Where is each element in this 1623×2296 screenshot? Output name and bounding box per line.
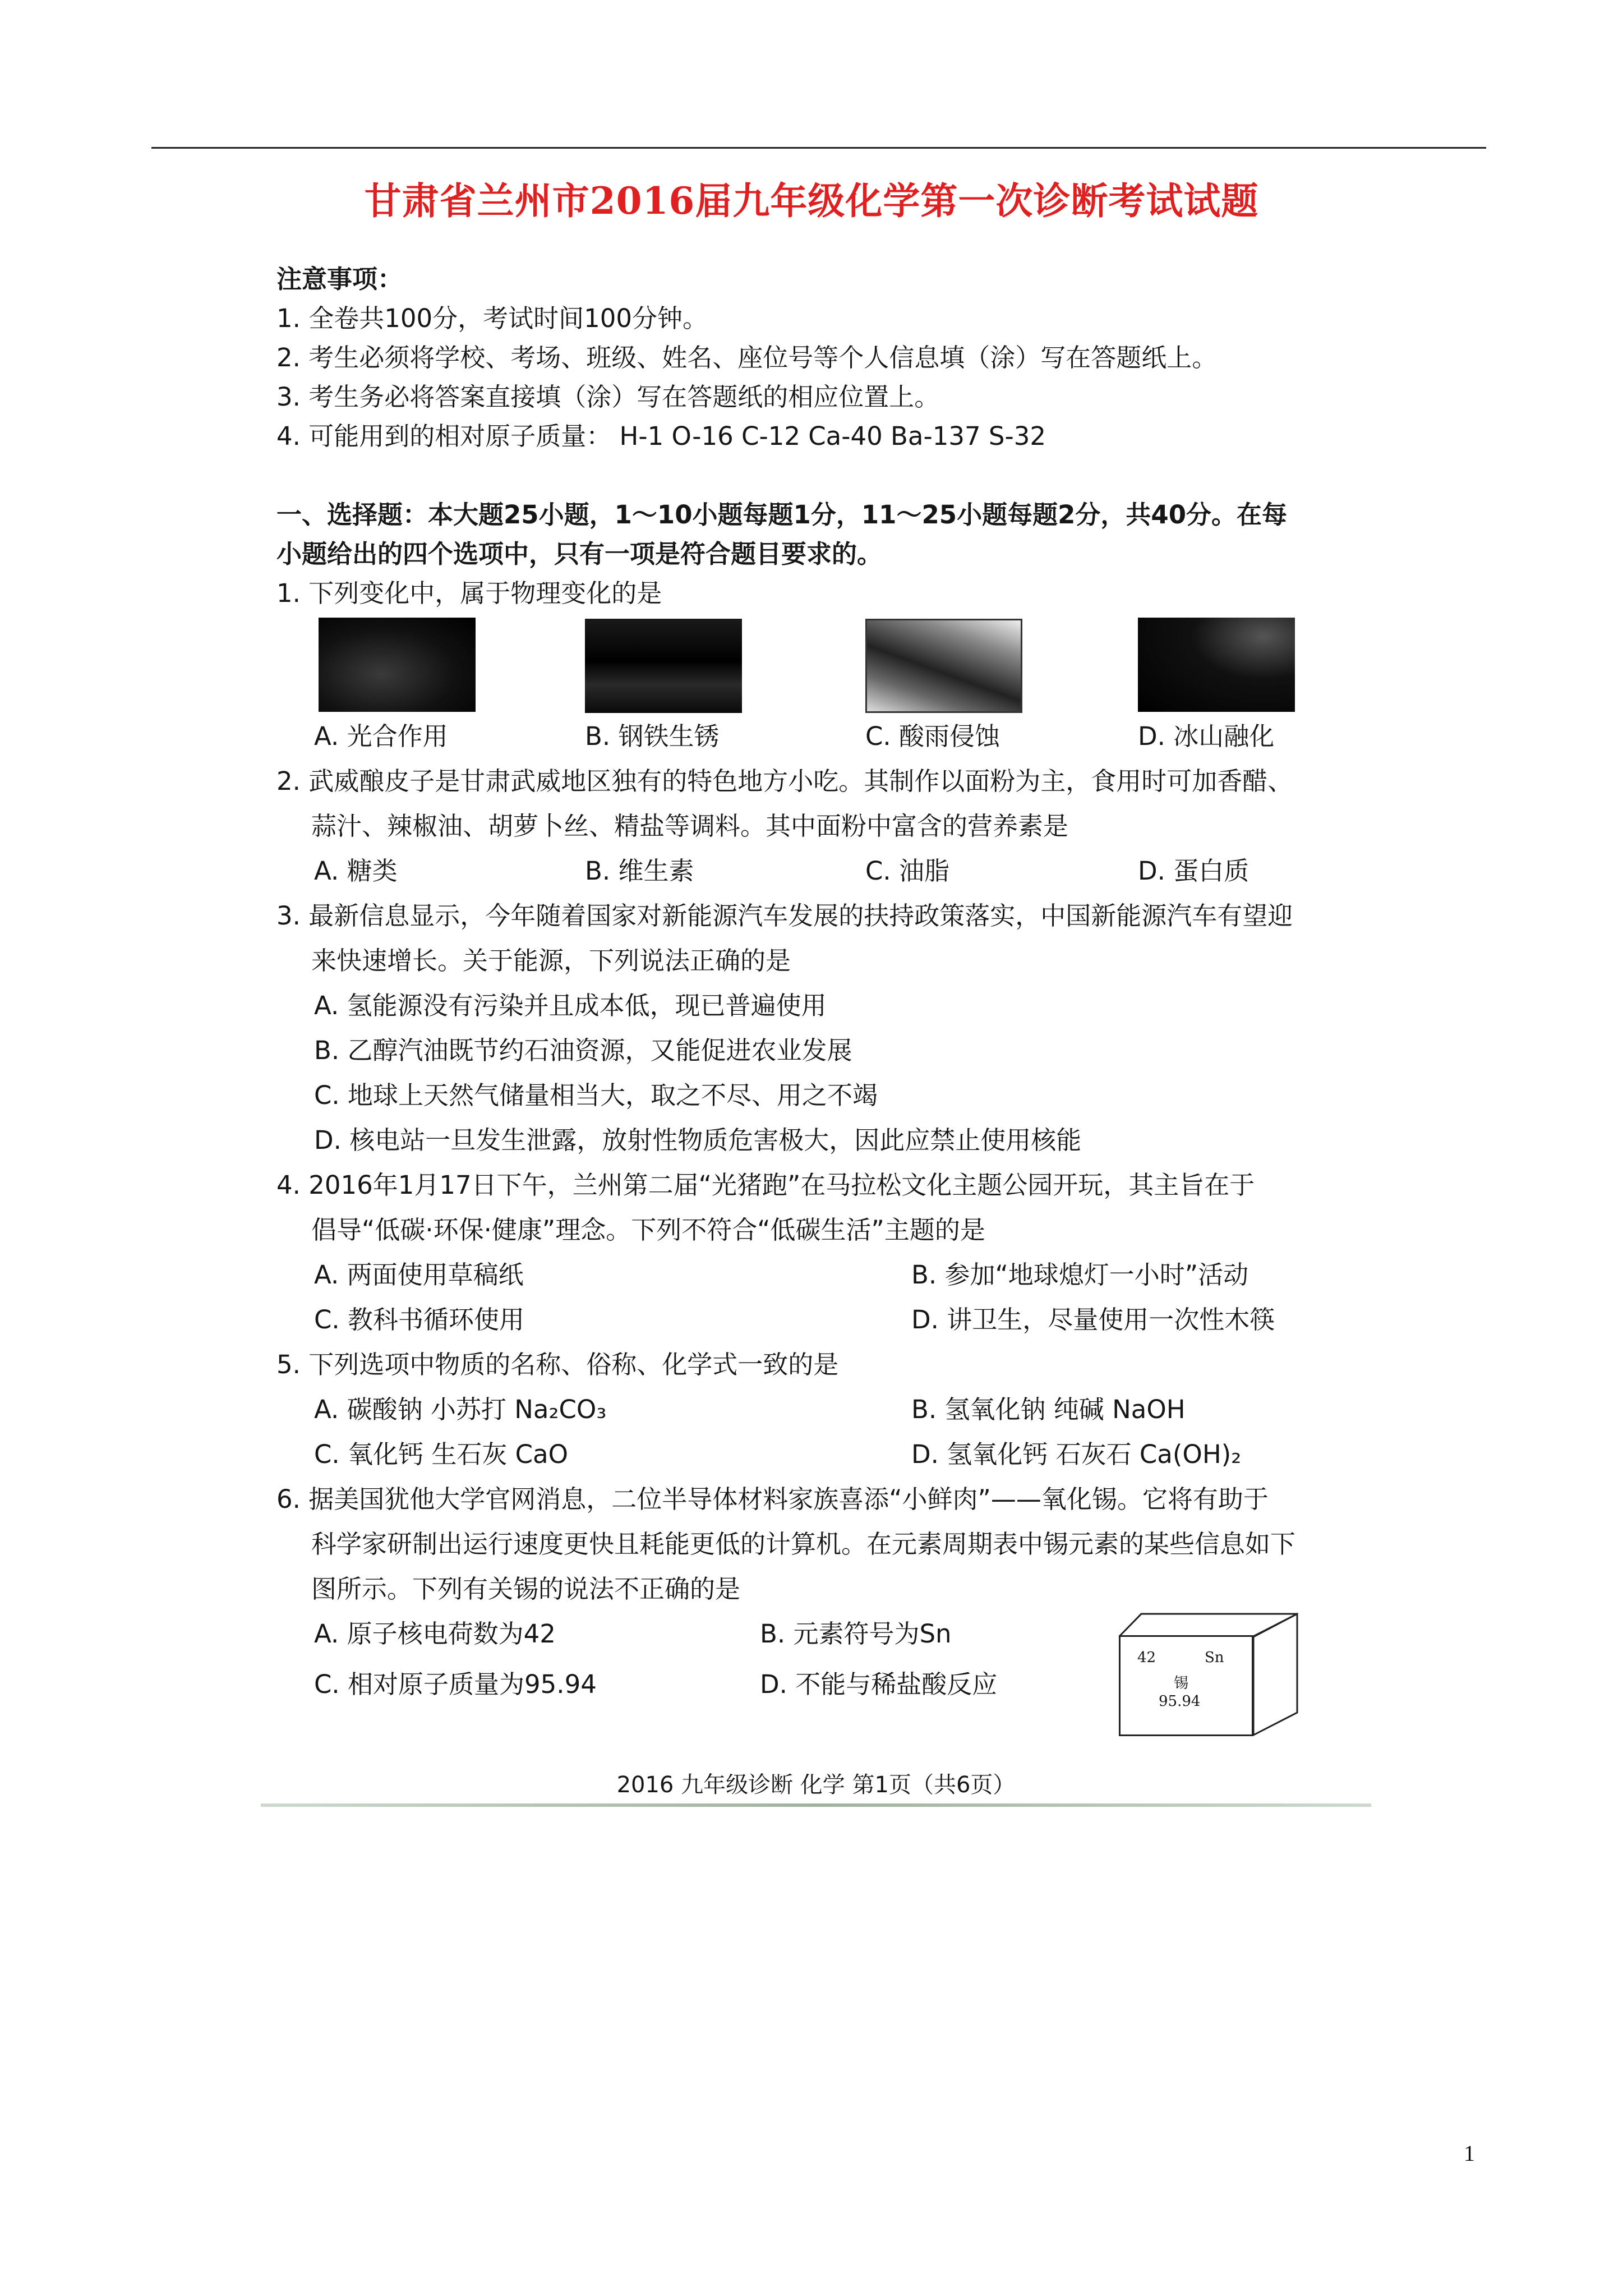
- q3-option-c: C. 地球上天然气储量相当大，取之不尽、用之不竭: [314, 1080, 878, 1110]
- q2-option-b: B. 维生素: [585, 856, 694, 886]
- q6-stem-cont: 科学家研制出运行速度更快且耗能更低的计算机。在元素周期表中锡元素的某些信息如下: [311, 1529, 1296, 1559]
- notes-heading: 注意事项：: [276, 264, 403, 294]
- q1-option-a: A. 光合作用: [314, 721, 448, 751]
- q4-option-c: C. 教科书循环使用: [314, 1305, 525, 1335]
- q3-stem: 3. 最新信息显示，今年随着国家对新能源汽车发展的扶持政策落实，中国新能源汽车有望迎: [276, 901, 1293, 931]
- q1-option-c: C. 酸雨侵蚀: [865, 721, 1000, 751]
- element-box-side: [1253, 1613, 1298, 1736]
- note-item: 3. 考生务必将答案直接填（涂）写在答题纸的相应位置上。: [276, 382, 940, 412]
- iceberg-photo: [1138, 618, 1295, 712]
- q6-stem-cont: 图所示。下列有关锡的说法不正确的是: [311, 1574, 741, 1604]
- tin-element-card: [1119, 1613, 1298, 1736]
- element-box-front: [1119, 1635, 1253, 1736]
- q2-option-a: A. 糖类: [314, 856, 398, 886]
- q6-option-c: C. 相对原子质量为95.94: [314, 1669, 597, 1699]
- q5-option-c: C. 氧化钙 生石灰 CaO: [314, 1439, 569, 1469]
- q3-stem-cont: 来快速增长。关于能源，下列说法正确的是: [311, 946, 791, 976]
- page-title: 甘肃省兰州市2016届九年级化学第一次诊断考试试题: [364, 179, 1259, 223]
- note-item: 1. 全卷共100分，考试时间100分钟。: [276, 303, 708, 333]
- q1-stem: 1. 下列变化中，属于物理变化的是: [276, 578, 662, 608]
- element-symbol: Sn: [1205, 1649, 1224, 1666]
- q4-stem-cont: 倡导“低碳·环保·健康”理念。下列不符合“低碳生活”主题的是: [311, 1215, 985, 1245]
- q3-option-b: B. 乙醇汽油既节约石油资源，又能促进农业发展: [314, 1036, 852, 1065]
- top-rule: [151, 147, 1486, 149]
- section-heading-cont: 小题给出的四个选项中，只有一项是符合题目要求的。: [276, 539, 883, 569]
- q6-stem: 6. 据美国犹他大学官网消息，二位半导体材料家族喜添“小鲜肉”——氧化锡。它将有助于: [276, 1484, 1269, 1514]
- element-name: 锡: [1174, 1675, 1189, 1692]
- q6-option-b: B. 元素符号为Sn: [760, 1619, 952, 1649]
- q1-option-b: B. 钢铁生锈: [585, 721, 720, 751]
- page-number: 1: [1464, 2141, 1475, 2166]
- photosynthesis-photo: [319, 618, 476, 712]
- note-item: 4. 可能用到的相对原子质量： H-1 O-16 C-12 Ca-40 Ba-137 S-32: [276, 421, 1046, 451]
- q4-stem: 4. 2016年1月17日下午，兰州第二届“光猪跑”在马拉松文化主题公园开玩，其主旨在于: [276, 1170, 1255, 1200]
- rusting-photo: [585, 619, 742, 713]
- q4-option-a: A. 两面使用草稿纸: [314, 1260, 524, 1290]
- footer-rule: [261, 1803, 1371, 1807]
- q4-option-d: D. 讲卫生，尽量使用一次性木筷: [911, 1305, 1275, 1335]
- atomic-number: 42: [1137, 1649, 1156, 1666]
- note-item: 2. 考生必须将学校、考场、班级、姓名、座位号等个人信息填（涂）写在答题纸上。: [276, 343, 1218, 372]
- q1-option-d: D. 冰山融化: [1138, 721, 1275, 751]
- q5-option-b: B. 氢氧化钠 纯碱 NaOH: [911, 1395, 1186, 1424]
- q2-option-c: C. 油脂: [865, 856, 950, 886]
- q4-option-b: B. 参加“地球熄灯一小时”活动: [911, 1260, 1249, 1290]
- acid-rain-photo: [865, 619, 1022, 713]
- q6-option-d: D. 不能与稀盐酸反应: [760, 1669, 998, 1699]
- q2-stem-cont: 蒜汁、辣椒油、胡萝卜丝、精盐等调料。其中面粉中富含的营养素是: [311, 811, 1069, 841]
- q6-option-a: A. 原子核电荷数为42: [314, 1619, 556, 1649]
- q5-stem: 5. 下列选项中物质的名称、俗称、化学式一致的是: [276, 1350, 839, 1379]
- q2-stem: 2. 武威酿皮子是甘肃武威地区独有的特色地方小吃。其制作以面粉为主，食用时可加香醋、: [276, 766, 1293, 796]
- atomic-mass: 95.94: [1159, 1693, 1201, 1710]
- page-footer: 2016 九年级诊断 化学 第1页（共6页）: [616, 1772, 1016, 1798]
- q5-option-a: A. 碳酸钠 小苏打 Na₂CO₃: [314, 1395, 607, 1424]
- q3-option-d: D. 核电站一旦发生泄露，放射性物质危害极大，因此应禁止使用核能: [314, 1125, 1082, 1155]
- q2-option-d: D. 蛋白质: [1138, 856, 1249, 886]
- scanned-exam-page: [261, 250, 1371, 1809]
- q5-option-d: D. 氢氧化钙 石灰石 Ca(OH)₂: [911, 1439, 1242, 1469]
- q3-option-a: A. 氢能源没有污染并且成本低，现已普遍使用: [314, 991, 827, 1020]
- section-heading: 一、选择题：本大题25小题，1～10小题每题1分，11～25小题每题2分，共40分。在每: [276, 500, 1288, 530]
